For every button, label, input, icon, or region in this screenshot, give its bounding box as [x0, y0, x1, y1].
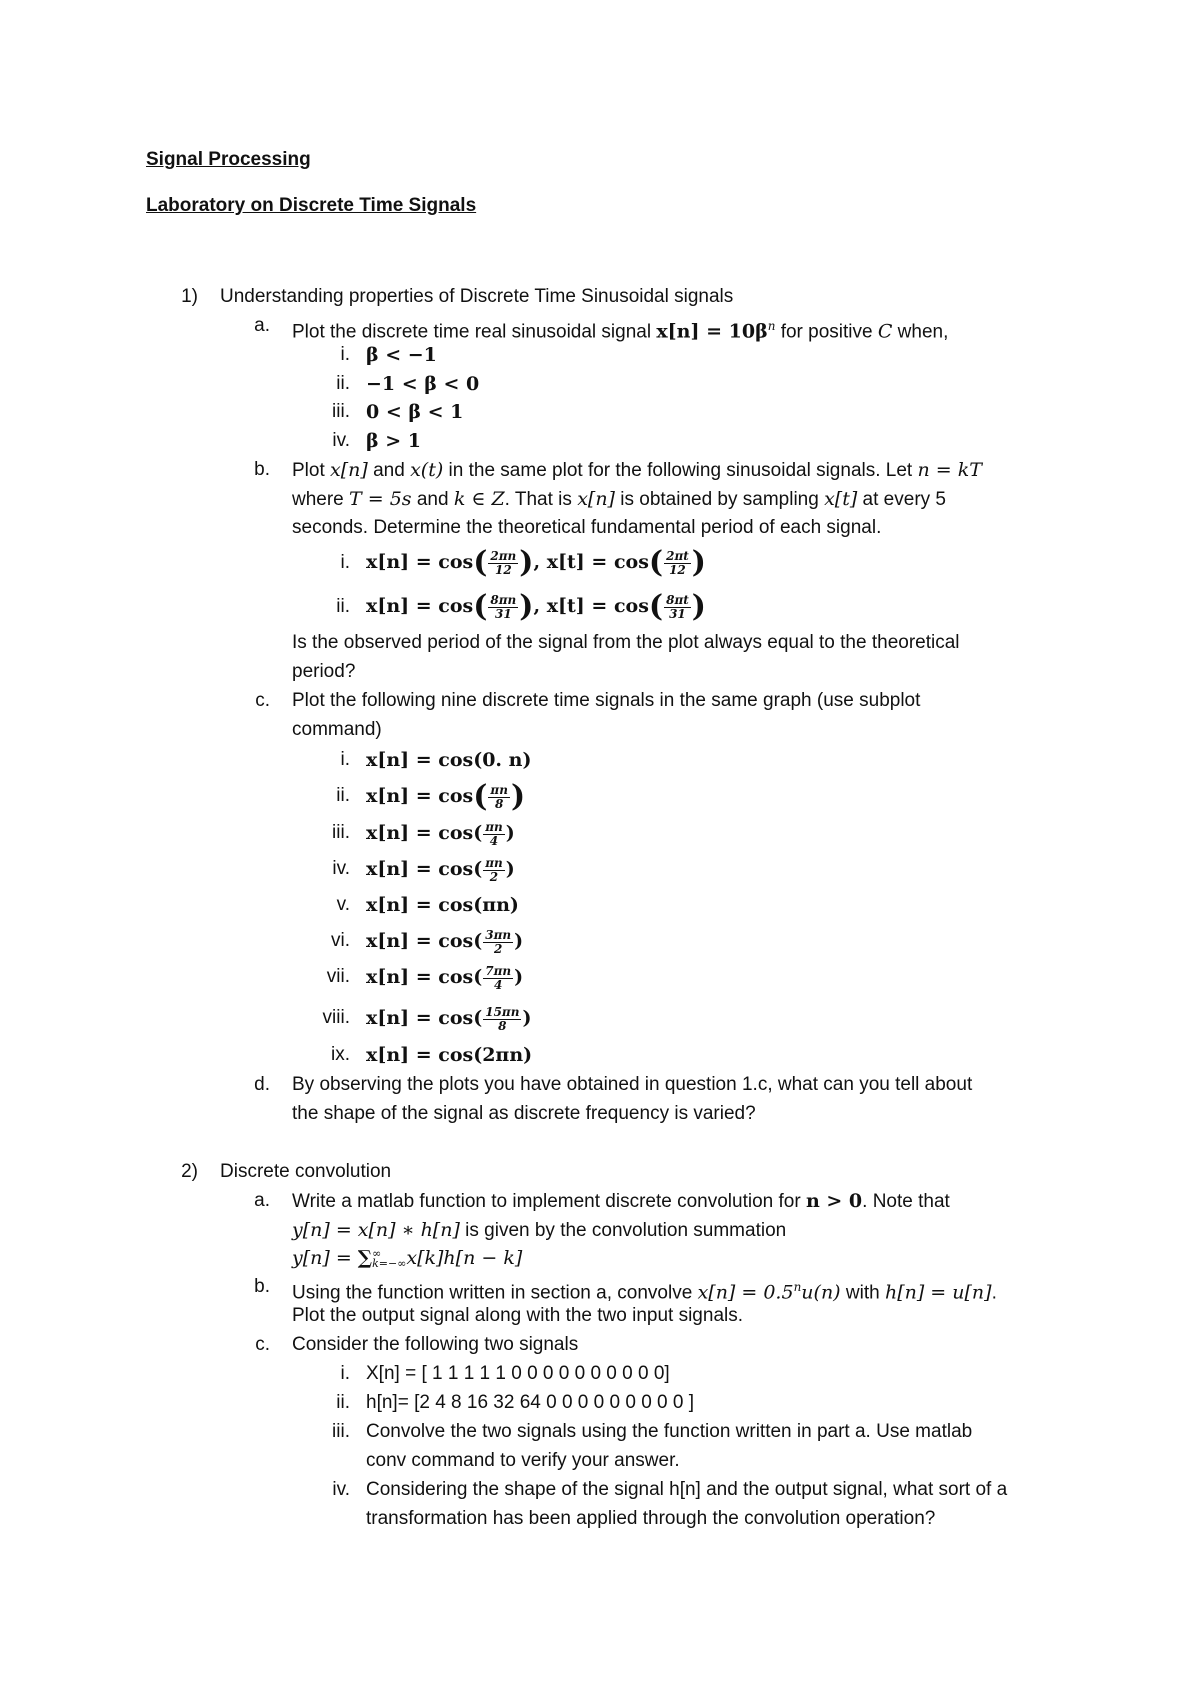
- q2c-i-label: i.: [340, 1363, 350, 1384]
- q1c-vii-lhs: x[n] = cos: [366, 966, 474, 988]
- q1b-text: is obtained by sampling: [614, 489, 825, 510]
- q2b-x-eq: x[n] = 0.5: [697, 1281, 794, 1304]
- frac-numerator: 2πt: [666, 548, 689, 563]
- q1c-line-1: Plot the following nine discrete time signals in the same graph (use subplot: [292, 690, 921, 711]
- q2c-iv-text-1: Considering the shape of the signal h[n] and the output signal, what sort of a: [366, 1479, 1008, 1500]
- q1b-i-mid: , x[t] = cos: [533, 551, 649, 573]
- frac-numerator: πn: [485, 819, 503, 834]
- q1b-i-label: i.: [340, 552, 350, 573]
- q1b-xt: x(t): [410, 459, 444, 481]
- q2c-iv-text-2: transformation has been applied through the convolution operation?: [366, 1508, 936, 1529]
- q1-number: 1): [181, 286, 198, 307]
- q1c-vi-frac: [483, 929, 513, 956]
- q2c-ii-text: h[n]= [2 4 8 16 32 64 0 0 0 0 0 0 0 0 0 ]: [366, 1392, 695, 1413]
- q1c-iii-frac: [483, 821, 505, 848]
- doc-title: Signal Processing: [146, 149, 311, 170]
- q1c-vi-lhs: x[n] = cos: [366, 930, 474, 952]
- q1c-v-expr: x[n] = cos(πn): [366, 894, 519, 916]
- q2c-iii-text-2: conv command to verify your answer.: [366, 1450, 680, 1471]
- q1a-iii-expr: 0 < β < 1: [366, 401, 464, 423]
- frac-denominator: 8: [495, 796, 504, 811]
- q1c-ix-expr: x[n] = cos(2πn): [366, 1044, 533, 1066]
- q1c-iv-frac: [483, 857, 505, 884]
- frac-numerator: πn: [490, 782, 508, 797]
- q1c-vii-label: vii.: [326, 966, 350, 987]
- q2c-label: c.: [255, 1334, 270, 1355]
- q1b-text: where: [292, 489, 350, 510]
- q2b-text: with: [840, 1282, 885, 1304]
- q1b-i-lhs: x[n] = cos: [366, 551, 474, 573]
- q2b-text: .: [991, 1282, 997, 1304]
- q1c-viii-lhs: x[n] = cos: [366, 1007, 474, 1029]
- q1b-ii-frac-1: [488, 594, 518, 621]
- q1c-vii-expr: x[n] = cos( $\frac{7\pi n}{4}$ ): [366, 963, 524, 992]
- q2a-label: a.: [254, 1190, 270, 1211]
- q1a-i-expr: β < −1: [366, 344, 437, 366]
- q1b-i-frac-1: [488, 550, 518, 577]
- q2c-iv-label: iv.: [332, 1479, 350, 1500]
- q1b-ii-label: ii.: [336, 596, 350, 617]
- q1c-vii-frac: [483, 965, 513, 992]
- q2a-text: . Note that: [862, 1191, 950, 1212]
- q2a-sum-lhs: y[n] =: [292, 1247, 358, 1269]
- q2a-sum-symbol: ∑: [357, 1247, 373, 1269]
- q2b-label: b.: [254, 1276, 270, 1297]
- q1c-iii-label: iii.: [332, 822, 350, 843]
- frac-numerator: 7πn: [485, 963, 512, 978]
- q2a-sum-limits: [372, 1246, 407, 1270]
- frac-numerator: 3πn: [485, 927, 512, 942]
- q1c-iv-label: iv.: [332, 858, 350, 879]
- frac-denominator: 2: [493, 941, 503, 956]
- frac-denominator: 4: [489, 833, 499, 848]
- frac-denominator: 2: [489, 869, 499, 884]
- q1d-line-2: the shape of the signal as discrete frequency is varied?: [292, 1103, 756, 1124]
- q1b-question-line-2: period?: [292, 661, 356, 682]
- q1a-iv-label: iv.: [332, 430, 350, 451]
- q1c-ii-label: ii.: [336, 785, 350, 806]
- frac-numerator: πn: [485, 855, 503, 870]
- q1a-label: a.: [254, 315, 270, 336]
- q2b-text: Using the function written in section a, convolve: [292, 1282, 698, 1304]
- q2a-n-condition: n > 0: [805, 1190, 863, 1212]
- q2c-ii-label: ii.: [336, 1392, 350, 1413]
- q1b-sampling-eq: n = kT: [917, 459, 982, 481]
- q1a-line: [292, 314, 948, 344]
- q1c-i-expr: x[n] = cos(0. n): [366, 749, 532, 771]
- q1a-ii-expr: −1 < β < 0: [366, 373, 480, 395]
- q1b-ii-lhs: x[n] = cos: [366, 595, 474, 617]
- q1b-i-expr: x[n] = cos( $\frac{2\pi n}{12}$ ), x[t] = cos( $\frac{2\pi t}{12}$ ): [366, 545, 706, 580]
- q2a-line-2: [292, 1218, 786, 1243]
- frac-numerator: 2πn: [490, 548, 517, 563]
- q1c-ii-frac: [488, 784, 510, 811]
- frac-numerator: 8πn: [490, 592, 517, 607]
- q1b-label: b.: [254, 459, 270, 480]
- q1b-ii-expr: x[n] = cos( $\frac{8\pi n}{31}$ ), x[t] = cos( $\frac{8\pi t}{31}$ ): [366, 589, 706, 624]
- q2-heading: Discrete convolution: [220, 1161, 392, 1182]
- q1c-ii-lhs: x[n] = cos: [366, 785, 474, 807]
- q1c-label: c.: [255, 690, 270, 711]
- q2c-i-text: X[n] = [ 1 1 1 1 1 0 0 0 0 0 0 0 0 0 0]: [366, 1363, 670, 1384]
- q1c-ii-expr: x[n] = cos( $\frac{\pi n}{8}$ ): [366, 779, 526, 814]
- frac-numerator: 8πt: [666, 592, 689, 607]
- q1a-text-mid: for positive: [775, 321, 878, 343]
- q2b-x-step: u(n): [801, 1281, 841, 1304]
- frac-denominator: 12: [669, 562, 686, 577]
- q1b-text: at every 5: [857, 489, 946, 510]
- frac-denominator: 31: [669, 606, 686, 621]
- q1a-iii-label: iii.: [332, 401, 350, 422]
- q1b-text: in the same plot for the following sinusoidal signals. Let: [443, 460, 918, 481]
- q2a-line-1: [292, 1189, 950, 1214]
- q2b-x-exponent: n: [793, 1280, 802, 1294]
- q1c-iii-lhs: x[n] = cos: [366, 822, 474, 844]
- q1c-iv-lhs: x[n] = cos: [366, 858, 474, 880]
- q1b-ii-mid: , x[t] = cos: [533, 595, 649, 617]
- q2b-h-eq: h[n] = u[n]: [884, 1281, 992, 1304]
- q2a-text: is given by the convolution summation: [459, 1220, 787, 1241]
- q2a-convolution-eq: y[n] = x[n] ∗ h[n]: [292, 1219, 460, 1241]
- q1b-xt: x[t]: [824, 488, 858, 510]
- q1a-text-post: when,: [892, 321, 949, 343]
- q1c-line-2: command): [292, 719, 382, 740]
- q1c-v-label: v.: [336, 894, 350, 915]
- q1b-xn: x[n]: [330, 459, 368, 481]
- q1c-ix-label: ix.: [331, 1044, 350, 1065]
- q1a-i-label: i.: [340, 344, 350, 365]
- q2a-sum-rhs: x[k]h[n − k]: [406, 1247, 523, 1269]
- q2a-text: Write a matlab function to implement discrete convolution for: [292, 1191, 806, 1212]
- q1b-question-line-1: Is the observed period of the signal from the plot always equal to the theoretical: [292, 632, 960, 653]
- q1b-i-frac-2: [664, 550, 691, 577]
- q2c-iii-text-1: Convolve the two signals using the function written in part a. Use matlab: [366, 1421, 973, 1442]
- q2b-line-1: [292, 1275, 997, 1305]
- q1b-text: and: [367, 460, 411, 481]
- q1a-equation: x[n] = 10β: [656, 320, 768, 343]
- q1a-text: Plot the discrete time real sinusoidal signal: [292, 321, 657, 343]
- q1a-ii-label: ii.: [336, 373, 350, 394]
- frac-denominator: 4: [493, 977, 503, 992]
- q2a-sum-upper: ∞: [372, 1246, 382, 1260]
- q2-number: 2): [181, 1161, 198, 1182]
- q1c-i-label: i.: [340, 749, 350, 770]
- q1c-iii-expr: x[n] = cos( $\frac{\pi n}{4}$ ): [366, 819, 515, 848]
- q1b-text: and: [411, 489, 454, 510]
- q1d-line-1: By observing the plots you have obtained in question 1.c, what can you tell about: [292, 1074, 973, 1095]
- frac-denominator: 8: [498, 1018, 507, 1033]
- q1a-equation-exponent: n: [767, 319, 776, 333]
- q1a-iv-expr: β > 1: [366, 430, 421, 452]
- q2a-line-3: [292, 1246, 522, 1271]
- q1c-vi-expr: x[n] = cos( $\frac{3\pi n}{2}$ ): [366, 927, 524, 956]
- q1b-line-1: [292, 458, 982, 483]
- q2c-line-1: Consider the following two signals: [292, 1334, 579, 1355]
- q2b-line-2: Plot the output signal along with the two input signals.: [292, 1305, 744, 1326]
- q1c-vi-label: vi.: [331, 930, 350, 951]
- frac-numerator: 15πn: [485, 1004, 520, 1019]
- q1b-k-in-z: k ∈ Z: [453, 488, 505, 510]
- q1-heading: Understanding properties of Discrete Time Sinusoidal signals: [220, 286, 734, 307]
- q1d-label: d.: [254, 1074, 270, 1095]
- frac-denominator: 12: [495, 562, 512, 577]
- q2c-iii-label: iii.: [332, 1421, 350, 1442]
- q1b-line-3: seconds. Determine the theoretical fundamental period of each signal.: [292, 517, 882, 538]
- q1b-xn: x[n]: [577, 488, 615, 510]
- q1c-viii-label: viii.: [322, 1007, 350, 1028]
- frac-denominator: 31: [495, 606, 512, 621]
- q1c-viii-frac: [483, 1006, 521, 1033]
- q1b-text: Plot: [292, 460, 331, 481]
- q1c-viii-expr: x[n] = cos( $\frac{15\pi n}{8}$ ): [366, 1004, 532, 1033]
- q1b-ii-frac-2: [664, 594, 691, 621]
- q1b-line-2: [292, 487, 946, 512]
- q2a-sum-lower: k=−∞: [372, 1256, 407, 1270]
- doc-subtitle: Laboratory on Discrete Time Signals: [146, 195, 477, 216]
- q1c-iv-expr: x[n] = cos( $\frac{\pi n}{2}$ ): [366, 855, 515, 884]
- q1b-text: . That is: [504, 489, 578, 510]
- q1b-period-eq: T = 5s: [349, 488, 412, 510]
- q1a-var-c: C: [877, 320, 893, 343]
